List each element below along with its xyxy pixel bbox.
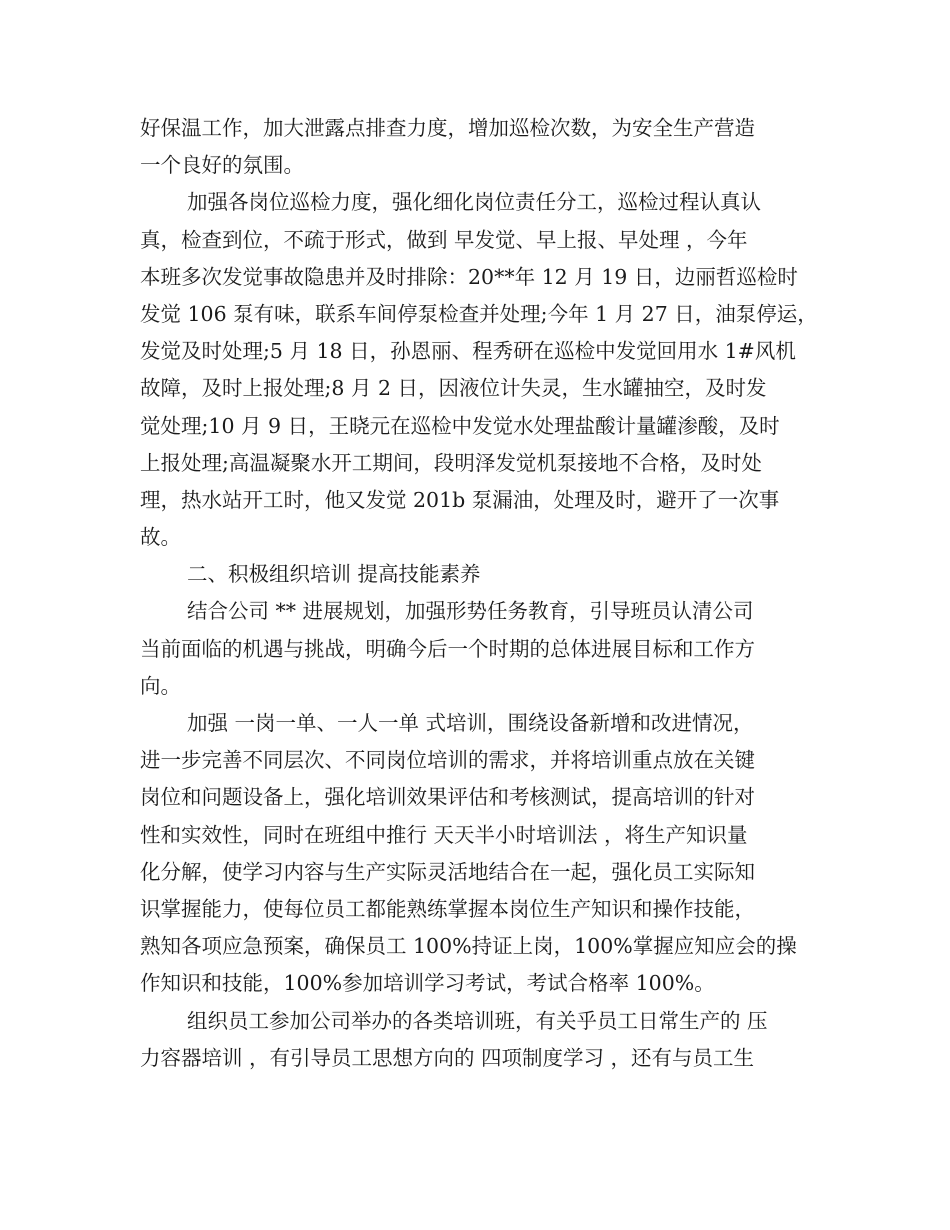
text-line: 进一步完善不同层次、不同岗位培训的需求，并将培训重点放在关键 — [140, 748, 755, 773]
text-line: 发觉及时处理;5 月 18 日，孙恩丽、程秀研在巡检中发觉回用水 1#风机 — [140, 339, 796, 364]
paragraph-start-line: 加强 一岗一单、一人一单 式培训，围绕设备新增和改进情况， — [187, 711, 754, 735]
text-line: 化分解，使学习内容与生产实际灵活地结合在一起，强化员工实际知 — [140, 859, 755, 884]
paragraph-start-line: 加强各岗位巡检力度，强化细化岗位责任分工，巡检过程认真认 — [187, 190, 761, 215]
text-line: 识掌握能力，使每位员工都能熟练掌握本岗位生产知识和操作技能， — [140, 896, 755, 921]
text-line: 好保温工作，加大泄露点排查力度，增加巡检次数，为安全生产营造 — [140, 116, 755, 140]
text-line: 性和实效性，同时在班组中推行 天天半小时培训法 ，将生产知识量 — [140, 822, 748, 847]
section-heading: 二、积极组织培训 提高技能素养 — [187, 562, 481, 587]
text-line: 真，检查到位，不疏于形式，做到 早发觉、早上报、早处理 ，今年 — [140, 227, 748, 252]
text-line: 发觉 106 泵有味，联系车间停泵检查并处理;今年 1 月 27 日，油泵停运， — [140, 301, 818, 326]
document-body — [140, 110, 830, 1077]
paragraph-start-line: 结合公司 ** 进展规划，加强形势任务教育，引导班员认清公司 — [187, 599, 754, 624]
text-line: 一个良好的氛围。 — [140, 153, 304, 178]
text-line: 向。 — [140, 673, 181, 698]
text-line: 故。 — [140, 525, 181, 550]
text-line: 岗位和问题设备上，强化培训效果评估和考核测试，提高培训的针对 — [140, 785, 755, 810]
text-line: 故障，及时上报处理;8 月 2 日，因液位计失灵，生水罐抽空，及时发 — [140, 376, 767, 401]
text-line: 上报处理;高温凝聚水开工期间，段明泽发觉机泵接地不合格，及时处 — [140, 450, 762, 475]
text-line: 熟知各项应急预案，确保员工 100%持证上岗，100%掌握应知应会的操 — [140, 934, 797, 959]
text-line: 作知识和技能，100%参加培训学习考试，考试合格率 100%。 — [140, 971, 715, 996]
text-line: 力容器培训 ，有引导员工思想方向的 四项制度学习 ，还有与员工生 — [140, 1045, 755, 1070]
text-line: 本班多次发觉事故隐患并及时排除：20**年 12 月 19 日，边丽哲巡检时 — [140, 264, 798, 289]
text-line: 理，热水站开工时，他又发觉 201b 泵漏油，处理及时，避开了一次事 — [140, 487, 780, 512]
text-line: 觉处理;10 月 9 日，王晓元在巡检中发觉水处理盐酸计量罐渗酸，及时 — [140, 413, 780, 438]
text-line: 当前面临的机遇与挑战，明确今后一个时期的总体进展目标和工作方 — [140, 636, 755, 661]
paragraph-start-line: 组织员工参加公司举办的各类培训班，有关乎员工日常生产的 压 — [187, 1008, 768, 1033]
